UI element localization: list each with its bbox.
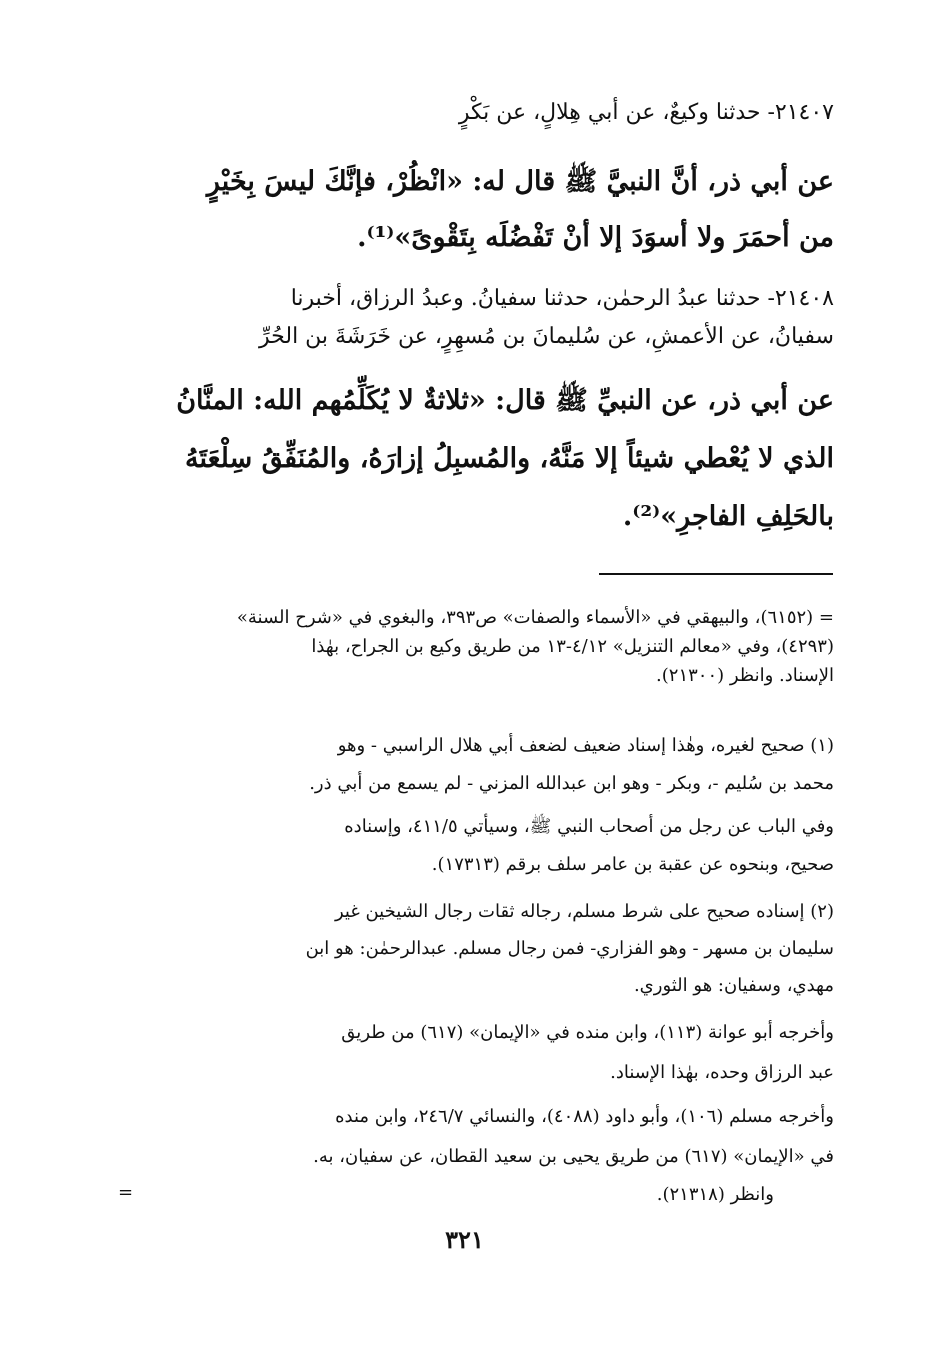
footnote-1-extra [129,808,834,884]
text-line: (١) صحيح لغيره، وهٰذا إسناد ضعيف لضعف أبي هلال الراسبي - وهو [337,735,834,756]
text-line: بالحَلِفِ الفاجرِ»⁽²⁾. [622,501,834,532]
text-line: وأخرجه مسلم (١٠٦)، وأبو داود (٤٠٨٨)، والنسائي ٢٤٦/٧، وابن منده [335,1106,834,1127]
text-line: سليمان بن مسهر - وهو الفزاري- فمن رجال مسلم. عبدالرحمٰن: هو ابن [305,938,834,959]
text-line: صحيح، وبنحوه عن عقبة بن عامر سلف برقم (١٧٣١٣). [431,854,834,875]
text-line: في «الإيمان» (٦١٧) من طريق يحيى بن سعيد القطان، عن سفيان، به. [313,1146,834,1167]
text-line: الذي لا يُعْطي شيئاً إلا مَنَّهُ، والمُسبِلُ إزارَهُ، والمُنَفِّقُ سِلْعَتَهُ [185,443,834,474]
text-line: محمد بن سُليم -، وبكر - وهو ابن عبدالله المزني - لم يسمع من أبي ذر. [309,773,834,794]
footnote-2-extra-2 [129,1097,834,1177]
hadith-2407-isnad [134,98,834,128]
text-line: من أحمَرَ ولا أسوَدَ إلا أنْ تَفْضُلَه بِتَقْوىً»⁽¹⁾. [357,222,834,253]
text-line: الإسناد. وانظر (٢١٣٠٠). [656,665,834,686]
text-line: مهدي، وسفيان: هو الثوري. [633,975,834,996]
hadith-2407-matn [134,154,834,266]
text-line: = (٦١٥٢)، والبيهقي في «الأسماء والصفات» ص٣٩٣، والبغوي في «شرح السنة» [236,607,834,628]
continuation-mark: = [118,1182,134,1203]
text-line: (٤٢٩٣)، وفي «معالم التنزيل» ٤/١٢-١٣ من طريق وكيع بن الجراح، بهٰذا [311,636,834,657]
footnote-continuation [129,603,834,690]
hadith-2408-isnad [134,280,834,356]
text-line: عن أبي ذر، عن النبيِّ ﷺ قال: «ثلاثةٌ لا يُكَلِّمُهم الله: المنَّانُ [176,385,834,416]
hadith-2408-matn [134,372,834,546]
footnote-2-extra-3 [129,1180,834,1209]
text-line: وفي الباب عن رجل من أصحاب النبي ﷺ، وسيأتي ٤١١/٥، وإسناده [344,816,834,837]
text-line: وانظر (٢١٣١٨). [656,1184,774,1205]
footnote-2 [129,893,834,1004]
text-line: ٢١٤٠٧- حدثنا وكيعٌ، عن أبي هِلالٍ، عن بَكْرٍ [458,100,834,125]
text-line: ٢١٤٠٨- حدثنا عبدُ الرحمٰن، حدثنا سفيانُ. وعبدُ الرزاق، أخبرنا [290,286,834,311]
footnote-separator [599,573,833,575]
text-line: عبد الرزاق وحده، بهٰذا الإسناد. [610,1062,834,1083]
text-line: عن أبي ذر، أنَّ النبيَّ ﷺ قال له: «انْظُرْ، فإنَّكَ ليسَ بِخَيْرٍ [206,166,834,197]
text-line: سفيانُ، عن الأعمشِ، عن سُليمانَ بن مُسهِرٍ، عن خَرَشَةَ بن الحُرِّ [259,324,834,349]
footnote-1 [129,727,834,803]
footnote-2-extra-1 [129,1013,834,1093]
text-line: وأخرجه أبو عوانة (١١٣)، وابن منده في «الإيمان» (٦١٧) من طريق [341,1022,834,1043]
page-number: ٣٢١ [445,1225,484,1254]
text-line: (٢) إسناده صحيح على شرط مسلم، رجاله ثقات رجال الشيخين غير [334,901,834,922]
